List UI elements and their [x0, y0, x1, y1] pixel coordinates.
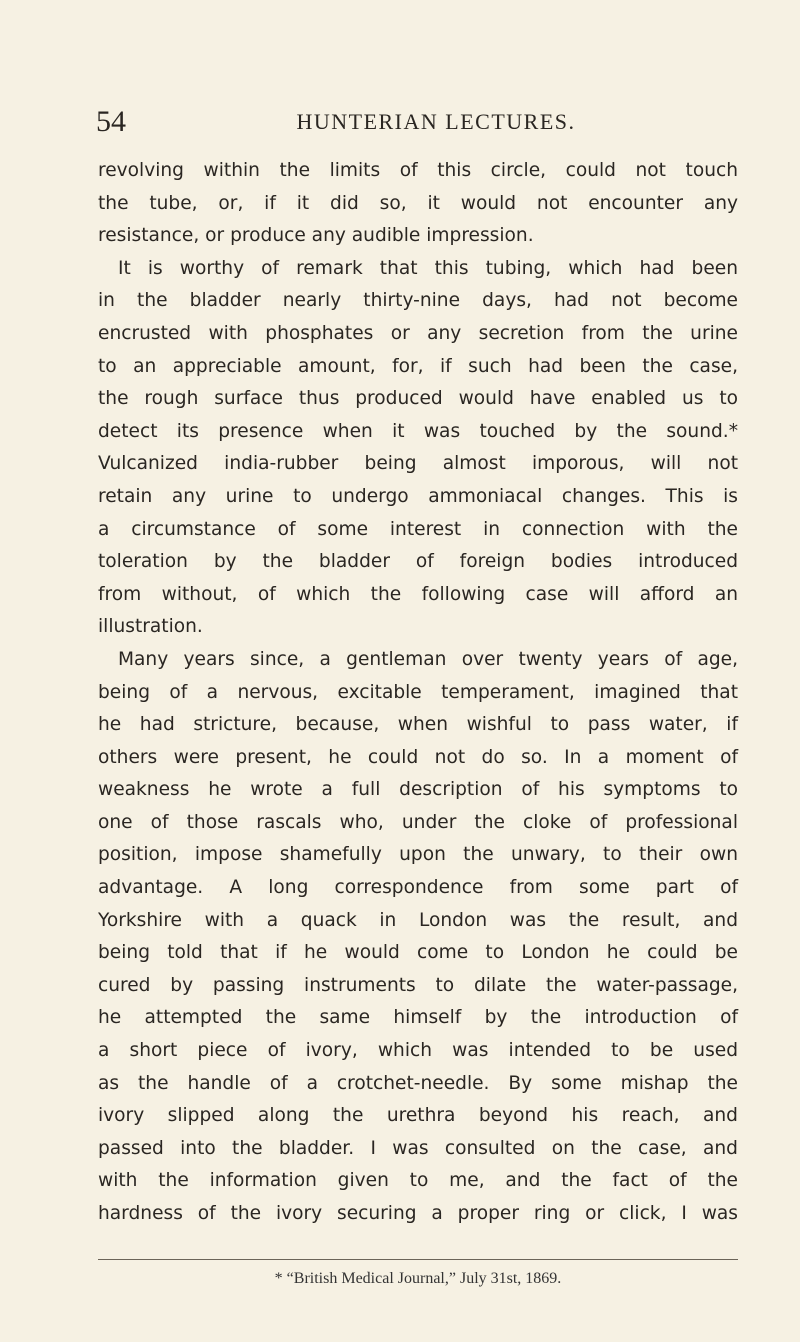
text-line: in the bladder nearly thirty-nine days, had not become [98, 290, 738, 312]
text-line: a short piece of ivory, which was intended to be used [98, 1040, 738, 1062]
text-line: hardness of the ivory securing a proper ring or click, I was [98, 1203, 738, 1224]
text-line: with the information given to me, and the fact of the [98, 1170, 738, 1192]
text-line: a circumstance of some interest in connection with the [98, 518, 738, 540]
text-line: retain any urine to undergo ammoniacal changes. This is [98, 485, 738, 507]
text-line: being of a nervous, excitable temperament, imagined that [98, 681, 738, 703]
text-line: Vulcanized india-rubber being almost imporous, will not [98, 453, 738, 475]
body-text [98, 155, 738, 1231]
text-line: he had stricture, because, when wishful to pass water, if [98, 714, 738, 736]
running-head [96, 104, 736, 140]
text-line: revolving within the limits of this circle, could not touch [98, 160, 738, 181]
footnote-divider [98, 1259, 738, 1260]
footnote: * “British Medical Journal,” July 31st, 1869. [274, 1270, 562, 1287]
text-line: one of those rascals who, under the cloke of professional [98, 811, 738, 833]
text-line: position, impose shamefully upon the unwary, to their own [98, 844, 738, 866]
text-line: others were present, he could not do so. In a moment of [98, 746, 738, 768]
text-line: advantage. A long correspondence from some part of [98, 877, 738, 899]
text-line: he attempted the same himself by the introduction of [98, 1007, 738, 1029]
text-line: resistance, or produce any audible impression. [98, 225, 534, 247]
text-line: to an appreciable amount, for, if such had been the case, [98, 355, 738, 377]
text-line: Many years since, a gentleman over twenty years of age, [118, 648, 738, 670]
text-line: weakness he wrote a full description of his symptoms to [98, 779, 738, 801]
page-number: 54 [96, 105, 126, 138]
text-line: toleration by the bladder of foreign bodies introduced [98, 551, 738, 573]
text-line: cured by passing instruments to dilate the water-passage, [98, 974, 738, 996]
text-line: encrusted with phosphates or any secretion from the urine [98, 322, 738, 344]
text-line: the tube, or, if it did so, it would not encounter any [98, 192, 738, 214]
text-line: Yorkshire with a quack in London was the result, and [98, 909, 738, 931]
text-line: as the handle of a crotchet-needle. By some mishap the [98, 1072, 738, 1094]
text-line: detect its presence when it was touched by the sound.* [98, 420, 738, 442]
running-title: HUNTERIAN LECTURES. [296, 109, 576, 134]
text-line: illustration. [98, 616, 203, 638]
text-line: ivory slipped along the urethra beyond his reach, and [98, 1105, 738, 1127]
text-line: from without, of which the following case will afford an [98, 583, 738, 605]
text-line: It is worthy of remark that this tubing, which had been [118, 257, 738, 279]
text-line: being told that if he would come to London he could be [98, 942, 738, 964]
text-line: the rough surface thus produced would have enabled us to [98, 388, 738, 410]
text-line: passed into the bladder. I was consulted on the case, and [98, 1137, 738, 1159]
